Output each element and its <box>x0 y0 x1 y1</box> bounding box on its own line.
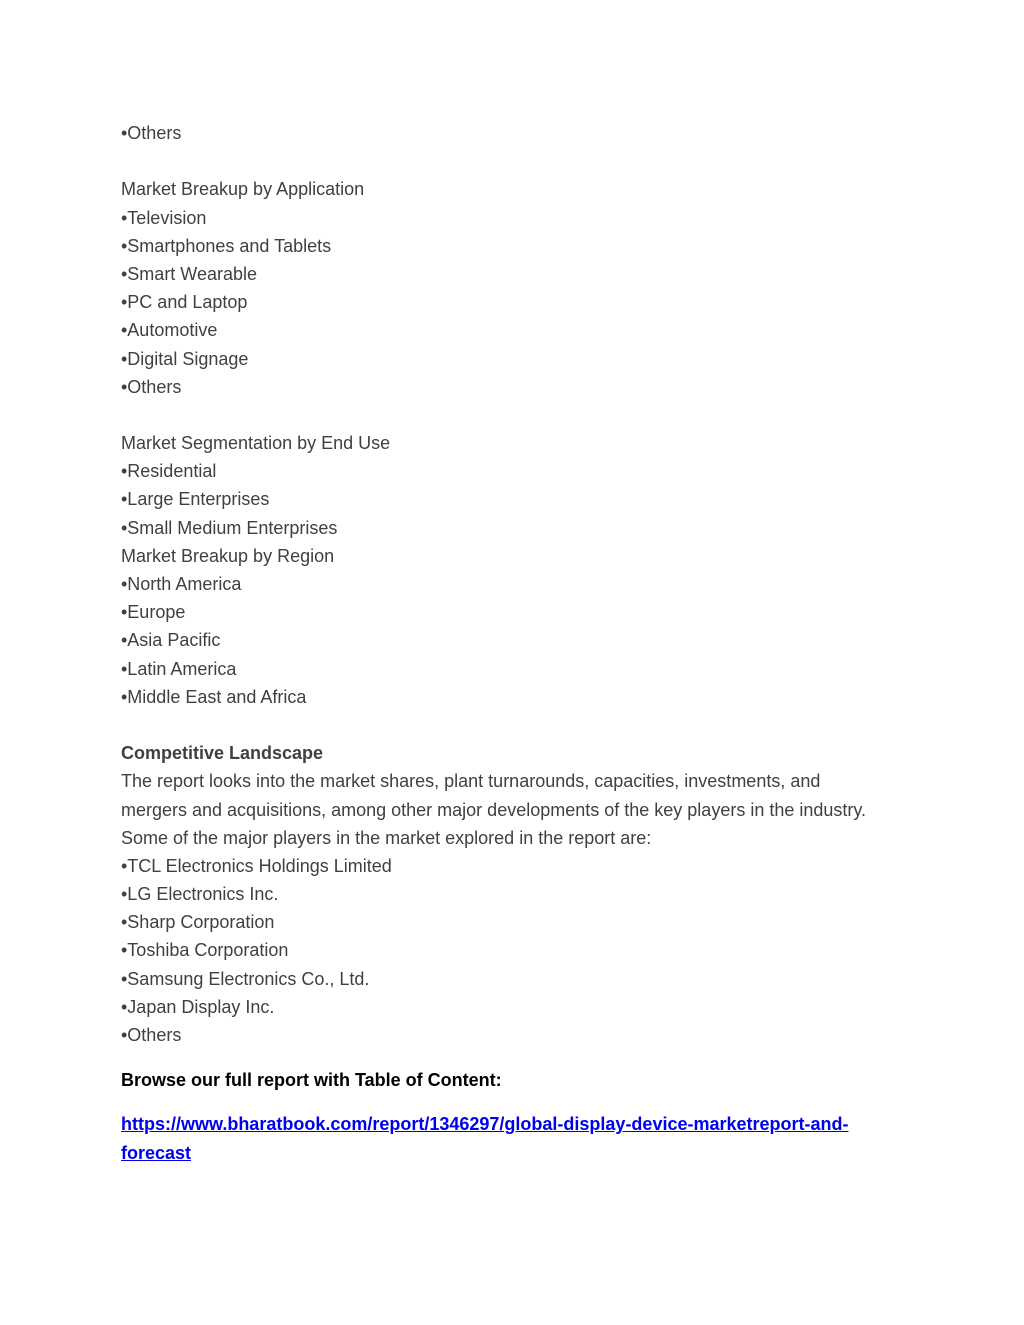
report-link-line-1: https://www.bharatbook.com/report/1346297/global-display-device-marketreport-and- <box>121 1114 849 1135</box>
region-section <box>121 542 901 711</box>
list-item: •Japan Display Inc. <box>121 996 275 1017</box>
browse-section <box>121 1066 901 1167</box>
application-list <box>121 204 901 401</box>
list-item: •Smart Wearable <box>121 263 258 284</box>
document-page <box>121 119 901 1167</box>
report-link-line-2: forecast <box>121 1142 192 1163</box>
end-use-heading: Market Segmentation by End Use <box>121 433 391 454</box>
list-item: •Smartphones and Tablets <box>121 235 332 256</box>
list-item: •Residential <box>121 461 217 482</box>
list-item: •LG Electronics Inc. <box>121 884 279 905</box>
report-link-block <box>121 1110 881 1166</box>
list-item: •Others <box>121 376 182 397</box>
spacer <box>121 147 901 175</box>
region-list <box>121 570 901 711</box>
list-item: •North America <box>121 574 242 594</box>
spacer <box>121 711 901 739</box>
list-item: •Europe <box>121 602 186 623</box>
list-item: •Others <box>121 1025 182 1045</box>
competitive-heading: Competitive Landscape <box>121 743 324 764</box>
spacer <box>121 401 901 429</box>
competitive-paragraph-line: The report looks into the market shares, plant turnarounds, capacities, investments, and <box>121 771 821 792</box>
list-item: •Television <box>121 207 207 228</box>
list-item: •Toshiba Corporation <box>121 940 289 961</box>
list-item: •Middle East and Africa <box>121 686 307 707</box>
list-item: •Large Enterprises <box>121 489 270 510</box>
list-item: •Small Medium Enterprises <box>121 517 338 538</box>
application-section <box>121 175 901 401</box>
list-item: •TCL Electronics Holdings Limited <box>121 855 392 876</box>
competitive-paragraph-line: mergers and acquisitions, among other major developments of the key players in the industry. <box>121 799 867 820</box>
end-use-section <box>121 429 901 542</box>
list-item: •Samsung Electronics Co., Ltd. <box>121 968 370 989</box>
end-use-list <box>121 457 901 542</box>
list-item: •Automotive <box>121 320 218 341</box>
competitive-section <box>121 739 901 1049</box>
list-item: •Sharp Corporation <box>121 912 275 933</box>
competitive-paragraph-line: Some of the major players in the market explored in the report are: <box>121 827 652 848</box>
list-item: •Asia Pacific <box>121 630 221 651</box>
players-list <box>121 852 901 1049</box>
browse-label: Browse our full report with Table of Content: <box>121 1070 502 1091</box>
list-item: •Latin America <box>121 658 237 679</box>
list-item-others-top: •Others <box>121 123 182 143</box>
report-link[interactable] <box>121 1114 849 1162</box>
application-heading: Market Breakup by Application <box>121 179 365 200</box>
list-item: •PC and Laptop <box>121 292 248 313</box>
region-heading: Market Breakup by Region <box>121 545 335 566</box>
list-item: •Digital Signage <box>121 348 249 369</box>
